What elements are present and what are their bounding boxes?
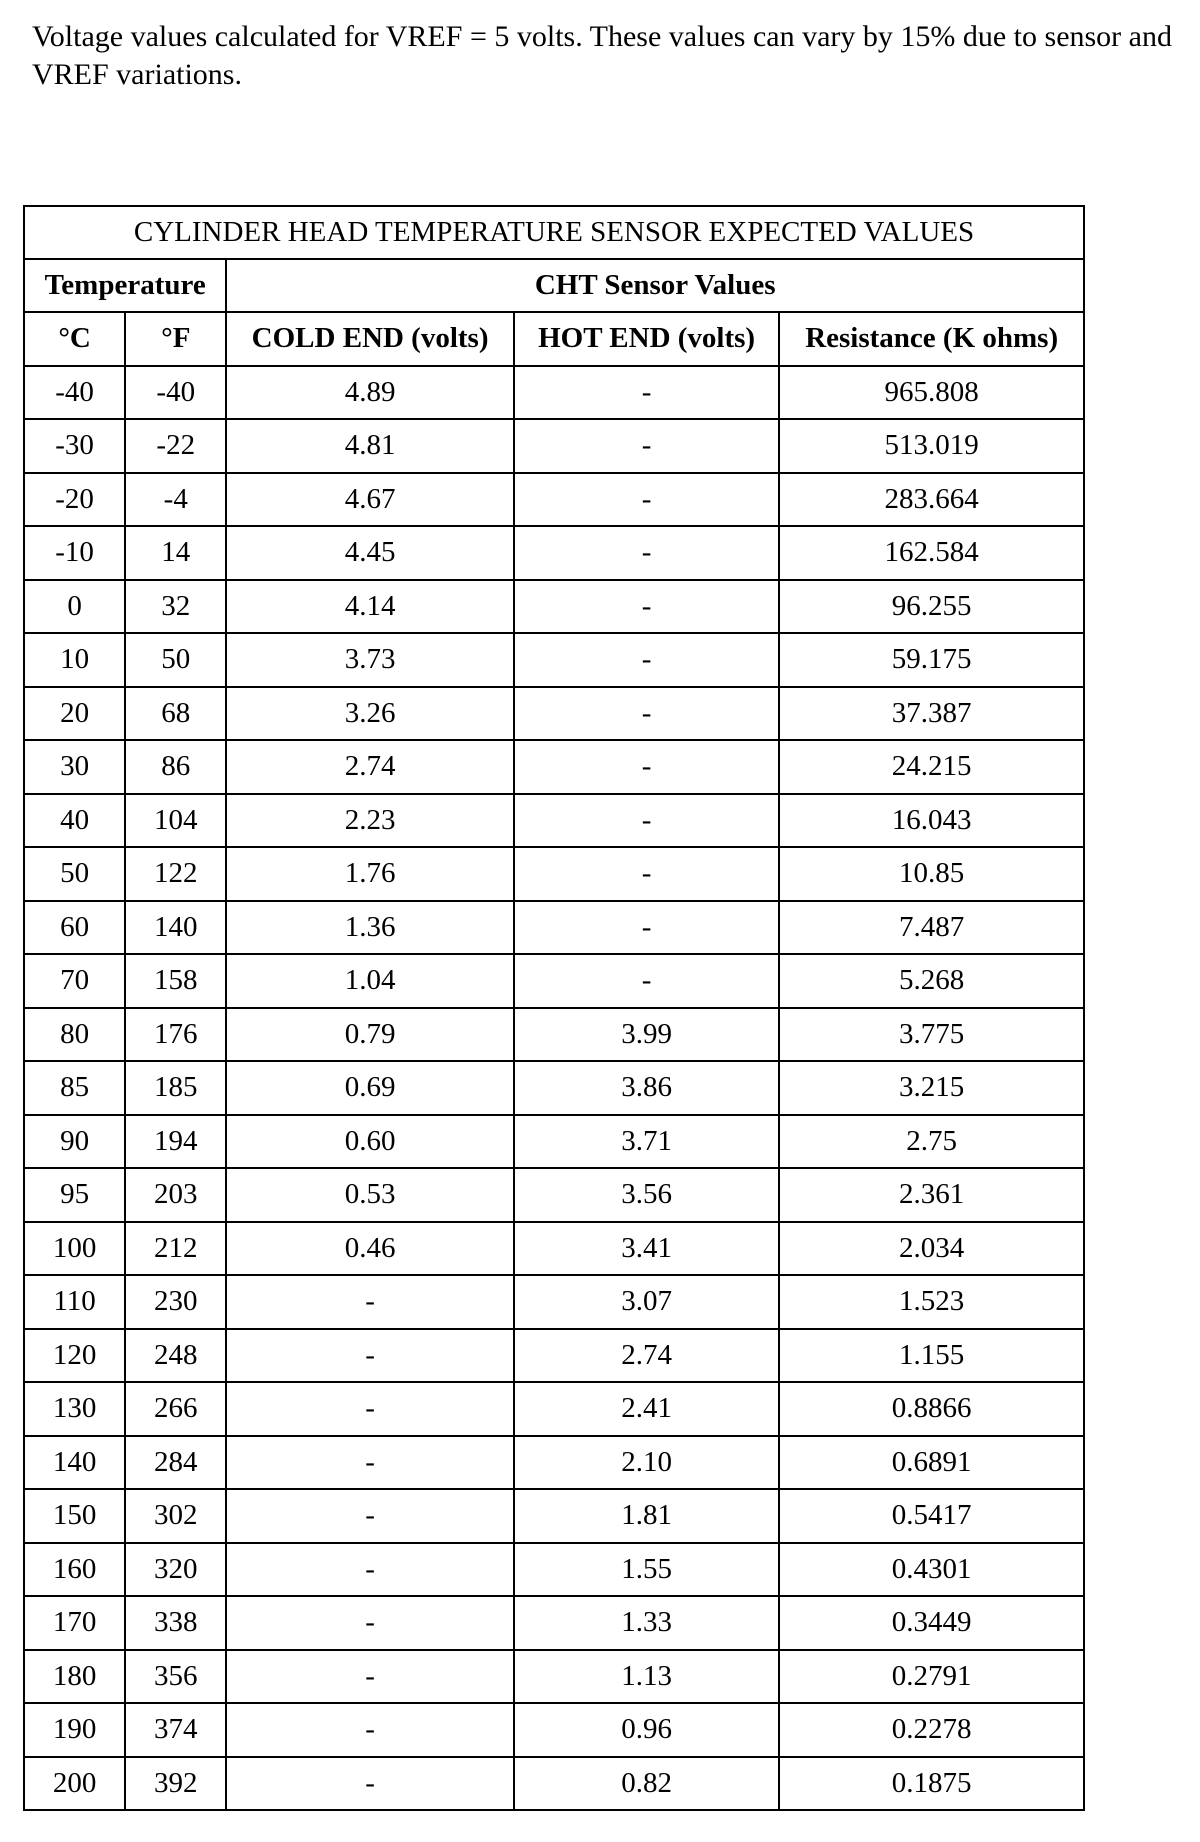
table-row bbox=[24, 1757, 1084, 1811]
cell-celsius: -30 bbox=[24, 419, 125, 473]
cell-resistance: 16.043 bbox=[779, 794, 1084, 848]
table-row bbox=[24, 1382, 1084, 1436]
cell-cold-end: - bbox=[226, 1650, 514, 1704]
column-header-row bbox=[24, 312, 1084, 366]
cell-celsius: 95 bbox=[24, 1168, 125, 1222]
cell-resistance: 7.487 bbox=[779, 901, 1084, 955]
temperature-group-header: Temperature bbox=[24, 259, 226, 312]
cell-celsius: -40 bbox=[24, 366, 125, 420]
cell-cold-end: - bbox=[226, 1489, 514, 1543]
cell-resistance: 3.215 bbox=[779, 1061, 1084, 1115]
table-row bbox=[24, 1650, 1084, 1704]
cell-fahrenheit: 230 bbox=[125, 1275, 226, 1329]
cell-celsius: 50 bbox=[24, 847, 125, 901]
cell-fahrenheit: 302 bbox=[125, 1489, 226, 1543]
cell-cold-end: 0.69 bbox=[226, 1061, 514, 1115]
cell-cold-end: - bbox=[226, 1436, 514, 1490]
table-row bbox=[24, 1168, 1084, 1222]
table-row bbox=[24, 1329, 1084, 1383]
cell-fahrenheit: -22 bbox=[125, 419, 226, 473]
table-row bbox=[24, 366, 1084, 420]
cell-resistance: 0.4301 bbox=[779, 1543, 1084, 1597]
cell-cold-end: 4.89 bbox=[226, 366, 514, 420]
cell-hot-end: 1.33 bbox=[514, 1596, 779, 1650]
cell-cold-end: 4.67 bbox=[226, 473, 514, 527]
cell-fahrenheit: 14 bbox=[125, 526, 226, 580]
cell-fahrenheit: 266 bbox=[125, 1382, 226, 1436]
cell-resistance: 24.215 bbox=[779, 740, 1084, 794]
cell-resistance: 1.155 bbox=[779, 1329, 1084, 1383]
cell-hot-end: 3.86 bbox=[514, 1061, 779, 1115]
cell-hot-end: - bbox=[514, 580, 779, 634]
cell-celsius: 120 bbox=[24, 1329, 125, 1383]
cell-cold-end: 4.14 bbox=[226, 580, 514, 634]
cell-fahrenheit: 68 bbox=[125, 687, 226, 741]
cell-resistance: 513.019 bbox=[779, 419, 1084, 473]
cell-fahrenheit: 158 bbox=[125, 954, 226, 1008]
column-header-resistance: Resistance (K ohms) bbox=[779, 312, 1084, 366]
cell-fahrenheit: 320 bbox=[125, 1543, 226, 1597]
cell-celsius: 180 bbox=[24, 1650, 125, 1704]
cell-fahrenheit: 50 bbox=[125, 633, 226, 687]
table-row bbox=[24, 954, 1084, 1008]
column-header-hot-end: HOT END (volts) bbox=[514, 312, 779, 366]
table-body bbox=[24, 366, 1084, 1811]
cell-resistance: 3.775 bbox=[779, 1008, 1084, 1062]
table-row bbox=[24, 526, 1084, 580]
cell-hot-end: - bbox=[514, 794, 779, 848]
cell-resistance: 0.6891 bbox=[779, 1436, 1084, 1490]
cell-hot-end: 1.55 bbox=[514, 1543, 779, 1597]
cell-hot-end: 3.41 bbox=[514, 1222, 779, 1276]
cell-cold-end: - bbox=[226, 1757, 514, 1811]
cell-fahrenheit: 203 bbox=[125, 1168, 226, 1222]
table-row bbox=[24, 1703, 1084, 1757]
table-row bbox=[24, 1275, 1084, 1329]
cell-cold-end: 3.73 bbox=[226, 633, 514, 687]
cell-hot-end: - bbox=[514, 366, 779, 420]
cell-resistance: 5.268 bbox=[779, 954, 1084, 1008]
table-row bbox=[24, 847, 1084, 901]
table-row bbox=[24, 901, 1084, 955]
cell-hot-end: - bbox=[514, 419, 779, 473]
sensor-values-group-header: CHT Sensor Values bbox=[226, 259, 1084, 312]
table-row bbox=[24, 1061, 1084, 1115]
cell-resistance: 0.5417 bbox=[779, 1489, 1084, 1543]
column-header-fahrenheit: °F bbox=[125, 312, 226, 366]
table-row bbox=[24, 687, 1084, 741]
cell-hot-end: 3.56 bbox=[514, 1168, 779, 1222]
intro-paragraph: Voltage values calculated for VREF = 5 volts. These values can vary by 15% due to sensor and VREF variations. bbox=[32, 20, 1172, 91]
cell-hot-end: 1.81 bbox=[514, 1489, 779, 1543]
cell-resistance: 283.664 bbox=[779, 473, 1084, 527]
cell-cold-end: - bbox=[226, 1382, 514, 1436]
cell-resistance: 2.361 bbox=[779, 1168, 1084, 1222]
cell-hot-end: 0.82 bbox=[514, 1757, 779, 1811]
cell-celsius: 0 bbox=[24, 580, 125, 634]
cell-cold-end: 2.74 bbox=[226, 740, 514, 794]
cell-resistance: 2.034 bbox=[779, 1222, 1084, 1276]
cell-hot-end: - bbox=[514, 687, 779, 741]
cell-resistance: 0.3449 bbox=[779, 1596, 1084, 1650]
cell-hot-end: - bbox=[514, 633, 779, 687]
cell-celsius: 140 bbox=[24, 1436, 125, 1490]
cell-cold-end: 2.23 bbox=[226, 794, 514, 848]
cell-cold-end: - bbox=[226, 1275, 514, 1329]
cell-cold-end: - bbox=[226, 1703, 514, 1757]
cell-hot-end: 2.74 bbox=[514, 1329, 779, 1383]
cell-celsius: 160 bbox=[24, 1543, 125, 1597]
cell-cold-end: 1.76 bbox=[226, 847, 514, 901]
table-row bbox=[24, 580, 1084, 634]
cell-hot-end: - bbox=[514, 473, 779, 527]
cell-celsius: 10 bbox=[24, 633, 125, 687]
cell-celsius: 60 bbox=[24, 901, 125, 955]
cell-cold-end: 4.81 bbox=[226, 419, 514, 473]
group-header-row bbox=[24, 259, 1084, 312]
cell-celsius: -20 bbox=[24, 473, 125, 527]
cell-hot-end: 3.71 bbox=[514, 1115, 779, 1169]
cell-fahrenheit: 248 bbox=[125, 1329, 226, 1383]
cell-celsius: 30 bbox=[24, 740, 125, 794]
cell-hot-end: 2.10 bbox=[514, 1436, 779, 1490]
cell-resistance: 1.523 bbox=[779, 1275, 1084, 1329]
cell-hot-end: 1.13 bbox=[514, 1650, 779, 1704]
cell-fahrenheit: 185 bbox=[125, 1061, 226, 1115]
cell-hot-end: - bbox=[514, 954, 779, 1008]
cell-fahrenheit: 284 bbox=[125, 1436, 226, 1490]
cell-fahrenheit: 104 bbox=[125, 794, 226, 848]
cell-cold-end: 0.46 bbox=[226, 1222, 514, 1276]
cell-resistance: 0.2278 bbox=[779, 1703, 1084, 1757]
cell-fahrenheit: -4 bbox=[125, 473, 226, 527]
cell-fahrenheit: 32 bbox=[125, 580, 226, 634]
cell-celsius: 150 bbox=[24, 1489, 125, 1543]
cell-resistance: 96.255 bbox=[779, 580, 1084, 634]
cell-celsius: 100 bbox=[24, 1222, 125, 1276]
cell-resistance: 0.8866 bbox=[779, 1382, 1084, 1436]
cell-cold-end: - bbox=[226, 1329, 514, 1383]
table-title-row bbox=[24, 206, 1084, 259]
column-header-cold-end: COLD END (volts) bbox=[226, 312, 514, 366]
cell-hot-end: - bbox=[514, 847, 779, 901]
cell-hot-end: - bbox=[514, 901, 779, 955]
cell-fahrenheit: -40 bbox=[125, 366, 226, 420]
cell-cold-end: 4.45 bbox=[226, 526, 514, 580]
cell-hot-end: 3.99 bbox=[514, 1008, 779, 1062]
cell-celsius: 130 bbox=[24, 1382, 125, 1436]
cell-hot-end: 3.07 bbox=[514, 1275, 779, 1329]
cell-celsius: 170 bbox=[24, 1596, 125, 1650]
cell-celsius: 85 bbox=[24, 1061, 125, 1115]
cell-celsius: 70 bbox=[24, 954, 125, 1008]
cell-resistance: 10.85 bbox=[779, 847, 1084, 901]
cell-hot-end: 2.41 bbox=[514, 1382, 779, 1436]
table-row bbox=[24, 1436, 1084, 1490]
cell-fahrenheit: 86 bbox=[125, 740, 226, 794]
cell-resistance: 162.584 bbox=[779, 526, 1084, 580]
cell-fahrenheit: 374 bbox=[125, 1703, 226, 1757]
cell-cold-end: - bbox=[226, 1596, 514, 1650]
cell-cold-end: 0.53 bbox=[226, 1168, 514, 1222]
cell-fahrenheit: 122 bbox=[125, 847, 226, 901]
cell-resistance: 2.75 bbox=[779, 1115, 1084, 1169]
table-row bbox=[24, 1115, 1084, 1169]
cell-celsius: -10 bbox=[24, 526, 125, 580]
cell-cold-end: 1.04 bbox=[226, 954, 514, 1008]
cell-fahrenheit: 176 bbox=[125, 1008, 226, 1062]
cell-fahrenheit: 356 bbox=[125, 1650, 226, 1704]
cell-celsius: 200 bbox=[24, 1757, 125, 1811]
cell-fahrenheit: 212 bbox=[125, 1222, 226, 1276]
cell-celsius: 20 bbox=[24, 687, 125, 741]
cell-cold-end: 0.79 bbox=[226, 1008, 514, 1062]
cell-hot-end: 0.96 bbox=[514, 1703, 779, 1757]
cell-cold-end: - bbox=[226, 1543, 514, 1597]
table-row bbox=[24, 633, 1084, 687]
table-row bbox=[24, 740, 1084, 794]
cell-resistance: 965.808 bbox=[779, 366, 1084, 420]
cell-hot-end: - bbox=[514, 740, 779, 794]
cell-celsius: 190 bbox=[24, 1703, 125, 1757]
cell-resistance: 59.175 bbox=[779, 633, 1084, 687]
cell-celsius: 90 bbox=[24, 1115, 125, 1169]
cell-celsius: 110 bbox=[24, 1275, 125, 1329]
cell-celsius: 40 bbox=[24, 794, 125, 848]
cell-fahrenheit: 140 bbox=[125, 901, 226, 955]
cell-cold-end: 1.36 bbox=[226, 901, 514, 955]
table-row bbox=[24, 473, 1084, 527]
table-row bbox=[24, 1008, 1084, 1062]
cell-fahrenheit: 194 bbox=[125, 1115, 226, 1169]
cell-celsius: 80 bbox=[24, 1008, 125, 1062]
table-row bbox=[24, 1596, 1084, 1650]
table-row bbox=[24, 794, 1084, 848]
table-title: CYLINDER HEAD TEMPERATURE SENSOR EXPECTED VALUES bbox=[24, 206, 1084, 259]
cell-resistance: 0.2791 bbox=[779, 1650, 1084, 1704]
cell-cold-end: 0.60 bbox=[226, 1115, 514, 1169]
table-row bbox=[24, 1543, 1084, 1597]
cell-hot-end: - bbox=[514, 526, 779, 580]
cell-resistance: 37.387 bbox=[779, 687, 1084, 741]
table-row bbox=[24, 1222, 1084, 1276]
cht-sensor-table bbox=[23, 205, 1085, 1811]
cell-resistance: 0.1875 bbox=[779, 1757, 1084, 1811]
cell-fahrenheit: 338 bbox=[125, 1596, 226, 1650]
cell-fahrenheit: 392 bbox=[125, 1757, 226, 1811]
table-row bbox=[24, 1489, 1084, 1543]
table-row bbox=[24, 419, 1084, 473]
column-header-celsius: °C bbox=[24, 312, 125, 366]
cell-cold-end: 3.26 bbox=[226, 687, 514, 741]
